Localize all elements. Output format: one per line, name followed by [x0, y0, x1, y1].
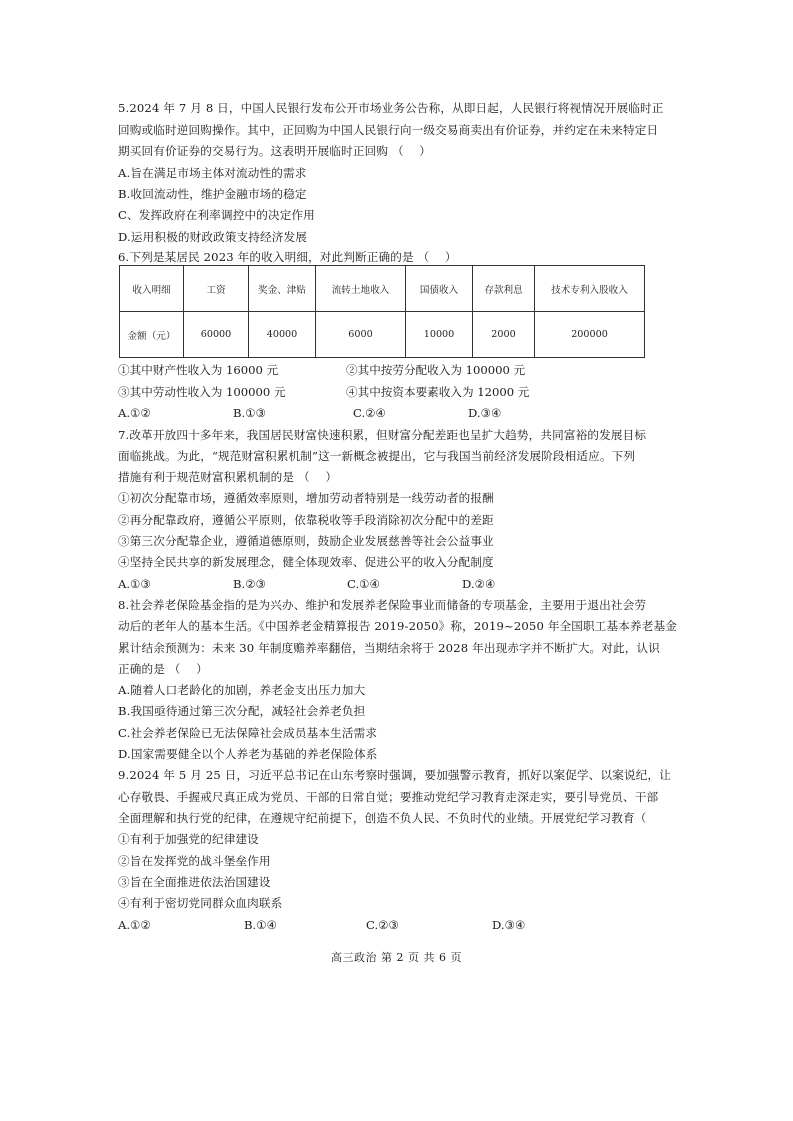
q7-choice-d: D.②④ [462, 577, 496, 591]
q7-choices [118, 577, 638, 591]
q7-choice-c: C.①④ [347, 577, 380, 591]
table-header-cell: 收入明细 [120, 266, 184, 312]
q7-choice-b: B.②③ [233, 577, 266, 591]
q6-stem: 6.下列是某居民 2023 年的收入明细，对此判断正确的是 （ ） [118, 250, 457, 264]
q6-choices [118, 406, 638, 420]
q5-option-c: C、发挥政府在利率调控中的决定作用 [118, 208, 315, 222]
q7-stem-line-2: 面临挑战。为此，“规范财富积累机制”这一新概念被提出，它与我国当前经济发展阶段相适应。下列 [118, 449, 636, 463]
q9-statement-4: ④有利于密切党同群众血肉联系 [118, 896, 283, 910]
q9-choice-d: D.③④ [492, 918, 526, 932]
table-header-cell: 工资 [184, 266, 249, 312]
q8-option-d: D.国家需要健全以个人养老为基础的养老保险体系 [118, 747, 378, 761]
q5-stem-line-3: 期买回有价证券的交易行为。这表明开展临时正回购 （ ） [118, 144, 432, 158]
table-cell: 200000 [535, 312, 645, 358]
page-footer: 高三政治 第 2 页 共 6 页 [331, 951, 462, 964]
q5-option-d: D.运用积极的财政政策支持经济发展 [118, 230, 308, 244]
q7-statement-4: ④坚持全民共享的新发展理念，健全体现效率、促进公平的收入分配制度 [118, 555, 494, 569]
q5-option-b: B.收回流动性，维护金融市场的稳定 [118, 187, 307, 201]
q8-stem-line-3: 累计结余预测为：未来 30 年制度赡养率翻倍，当期结余将于 2028 年出现赤字并不断扩大。对此，认识 [118, 641, 660, 655]
q7-statement-1: ①初次分配靠市场，遵循效率原则，增加劳动者特别是一线劳动者的报酬 [118, 491, 494, 505]
q8-option-c: C.社会养老保险已无法保障社会成员基本生活需求 [118, 726, 378, 740]
q8-stem-line-1: 8.社会养老保险基金指的是为兴办、维护和发展养老保险事业而储备的专项基金，主要用于退出社会劳 [118, 598, 647, 612]
table-header-cell: 流转土地收入 [316, 266, 406, 312]
q6-choice-c: C.②④ [353, 406, 386, 420]
table-cell: 60000 [184, 312, 249, 358]
q6-choice-d: D.③④ [468, 406, 502, 420]
table-header-cell: 奖金、津贴 [249, 266, 316, 312]
q5-stem-line-1: 5.2024 年 7 月 8 日，中国人民银行发布公开市场业务公告称，从即日起，人民银行将视情况开展临时正 [118, 101, 664, 115]
income-table [119, 265, 645, 358]
q6-statements-row-1 [118, 362, 638, 376]
q6-choice-a: A.①② [118, 406, 151, 420]
q6-statement-2: ②其中按劳分配收入为 100000 元 [346, 363, 526, 377]
q8-stem-line-4: 正确的是 （ ） [118, 662, 208, 676]
income-table-amount-row [120, 312, 645, 358]
q9-statement-1: ①有利于加强党的纪律建设 [118, 832, 259, 846]
q7-stem-line-3: 措施有利于规范财富积累机制的是 （ ） [118, 470, 338, 484]
q6-statement-3: ③其中劳动性收入为 100000 元 [118, 385, 286, 399]
q8-option-a: A.随着人口老龄化的加剧，养老金支出压力加大 [118, 683, 366, 697]
table-cell: 40000 [249, 312, 316, 358]
table-cell: 金额（元） [120, 312, 184, 358]
table-cell: 10000 [406, 312, 473, 358]
q9-choice-b: B.①④ [244, 918, 277, 932]
table-header-cell: 技术专利入股收入 [535, 266, 645, 312]
table-cell: 6000 [316, 312, 406, 358]
q6-statements-row-2 [118, 384, 638, 398]
q7-choice-a: A.①③ [118, 577, 151, 591]
table-cell: 2000 [473, 312, 535, 358]
q5-option-a: A.旨在满足市场主体对流动性的需求 [118, 166, 307, 180]
q9-stem-line-1: 9.2024 年 5 月 25 日，习近平总书记在山东考察时强调，要加强警示教育，抓好以案促学、以案说纪，让 [118, 768, 671, 782]
q9-stem-line-3: 全面理解和执行党的纪律，在遵规守纪前提下，创造不负人民、不负时代的业绩。开展党纪学习教育（ [118, 811, 647, 825]
q8-option-b: B.我国亟待通过第三次分配，减轻社会养老负担 [118, 704, 366, 718]
q7-stem-line-1: 7.改革开放四十多年来，我国居民财富快速积累，但财富分配差距也呈扩大趋势，共同富裕的发展目标 [118, 428, 647, 442]
q6-choice-b: B.①③ [233, 406, 266, 420]
q9-choice-a: A.①② [118, 918, 151, 932]
table-header-cell: 存款利息 [473, 266, 535, 312]
q7-statement-3: ③第三次分配靠企业，遵循道德原则，鼓励企业发展慈善等社会公益事业 [118, 534, 494, 548]
q9-stem-line-2: 心存敬畏、手握戒尺真正成为党员、干部的日常自觉；要推动党纪学习教育走深走实，要引导党员、干部 [118, 790, 659, 804]
q5-stem-line-2: 回购或临时逆回购操作。其中，正回购为中国人民银行向一级交易商卖出有价证券，并约定在未来特定日 [118, 123, 659, 137]
q6-statement-1: ①其中财产性收入为 16000 元 [118, 363, 279, 377]
income-table-header-row [120, 266, 645, 312]
q9-statement-2: ②旨在发挥党的战斗堡垒作用 [118, 854, 271, 868]
q9-statement-3: ③旨在全面推进依法治国建设 [118, 875, 271, 889]
q8-stem-line-2: 动后的老年人的基本生活。《中国养老金精算报告 2019-2050》称，2019~2050 年全国职工基本养老基金 [118, 619, 678, 633]
q9-choices [118, 918, 638, 932]
q7-statement-2: ②再分配靠政府，遵循公平原则，依靠税收等手段消除初次分配中的差距 [118, 513, 494, 527]
q9-choice-c: C.②③ [366, 918, 399, 932]
table-header-cell: 国债收入 [406, 266, 473, 312]
q6-statement-4: ④其中按资本要素收入为 12000 元 [346, 385, 530, 399]
